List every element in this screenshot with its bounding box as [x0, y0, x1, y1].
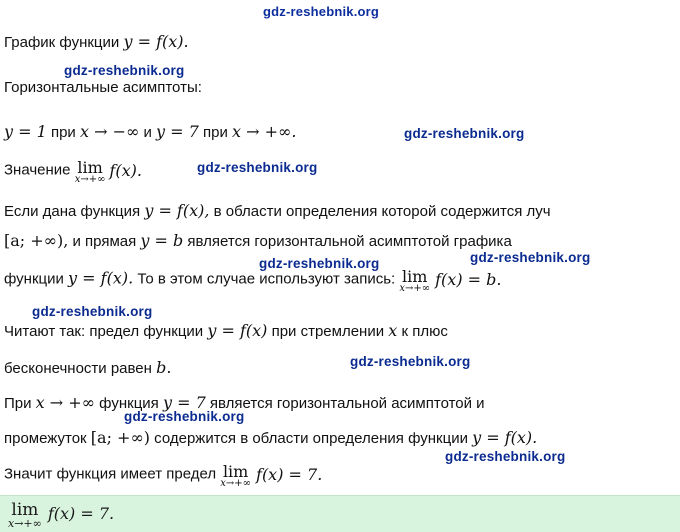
line3-part-c: x → −∞ [79, 122, 140, 141]
line11-part-d: y = f(x). [472, 428, 538, 447]
line3-part-g: x → +∞. [232, 122, 297, 141]
watermark: gdz-reshebnik.org [445, 449, 566, 464]
watermark: gdz-reshebnik.org [263, 4, 380, 19]
line6-part-a: [a; +∞), [4, 231, 69, 250]
watermark: gdz-reshebnik.org [124, 409, 245, 424]
line3-part-e: y = 7 [156, 122, 199, 141]
limit-op-label: lim [402, 267, 428, 286]
watermark: gdz-reshebnik.org [64, 63, 185, 78]
text-line [4, 231, 512, 250]
limit-subscript: x→+∞ [74, 174, 106, 185]
line9-part-a: бесконечности равен [4, 360, 157, 377]
text-line [4, 158, 142, 183]
line8-part-a: Читают так: предел функции [4, 323, 208, 340]
text-line [4, 393, 485, 412]
watermark: gdz-reshebnik.org [197, 160, 318, 175]
line8-part-b: y = f(x) [207, 321, 268, 340]
line9-part-b: b. [156, 358, 172, 377]
text-line [4, 79, 202, 96]
limit-subscript: x→+∞ [399, 283, 431, 294]
line7-part-b: y = f(x). [68, 268, 134, 288]
line7-part-a: функции [4, 270, 69, 288]
watermark: gdz-reshebnik.org [259, 256, 380, 271]
text-line [4, 358, 171, 377]
line11-part-b: [a; +∞) [90, 428, 151, 447]
line5-part-b: y = f(x), [144, 201, 210, 220]
line11-part-c: содержится в области определения функции [150, 430, 473, 447]
line11-part-a: промежуток [4, 430, 91, 447]
line7-part-d: f(x) = b. [435, 270, 502, 289]
limit-op-label: lim [77, 158, 103, 177]
line10-part-d: y = 7 [162, 393, 206, 412]
result-expression [8, 500, 115, 530]
result-value: f(x) = 7. [47, 504, 115, 523]
line4-fx: f(x). [109, 161, 142, 180]
watermark: gdz-reshebnik.org [32, 304, 153, 319]
line8-part-d: x [388, 321, 398, 340]
line4-text: Значение [4, 161, 75, 179]
text-line [4, 321, 448, 340]
text-line [4, 462, 322, 487]
line7-part-c: То в этом случае используют запись: [133, 270, 400, 288]
watermark: gdz-reshebnik.org [350, 354, 471, 369]
line10-part-e: является горизонтальной асимптотой и [205, 395, 485, 412]
line1-math: y = f(x). [123, 32, 189, 51]
limit-operator [75, 160, 106, 185]
line3-part-d: и [139, 124, 157, 141]
limit-operator [8, 502, 42, 529]
text-line [4, 201, 551, 220]
watermark: gdz-reshebnik.org [470, 250, 591, 265]
line8-part-e: к плюс [397, 323, 448, 340]
text-line [4, 428, 537, 447]
limit-op-label: lim [222, 462, 249, 481]
line8-part-c: при стремлении [267, 323, 389, 340]
line6-part-c: y = b [140, 231, 184, 250]
line5-part-c: в области определения которой содержится луч [209, 203, 551, 220]
line2-text: Горизонтальные асимптоты: [4, 79, 202, 96]
limit-op-label: lim [11, 500, 39, 520]
line10-part-b: x → +∞ [35, 393, 96, 412]
limit-subscript: x→+∞ [8, 517, 42, 530]
line10-part-c: функция [95, 395, 163, 412]
limit-operator [220, 464, 251, 489]
line1-text: График функции [4, 34, 124, 51]
limit-subscript: x→+∞ [220, 478, 252, 489]
text-line [4, 32, 189, 51]
text-line [4, 267, 501, 292]
watermark: gdz-reshebnik.org [404, 126, 525, 141]
line5-part-a: Если дана функция [4, 203, 145, 220]
line12-part-b: f(x) = 7. [256, 465, 323, 484]
line3-part-a: y = 1 [4, 122, 47, 141]
line6-part-b: и прямая [68, 233, 141, 250]
line6-part-d: является горизонтальной асимптотой графика [183, 233, 512, 250]
line3-part-b: при [46, 124, 80, 141]
result-highlight-box [0, 495, 680, 532]
text-line [4, 122, 296, 141]
limit-operator [399, 269, 430, 294]
line12-part-a: Значит функция имеет предел [4, 465, 221, 483]
line10-part-a: При [4, 395, 36, 412]
line3-part-f: при [198, 124, 233, 141]
